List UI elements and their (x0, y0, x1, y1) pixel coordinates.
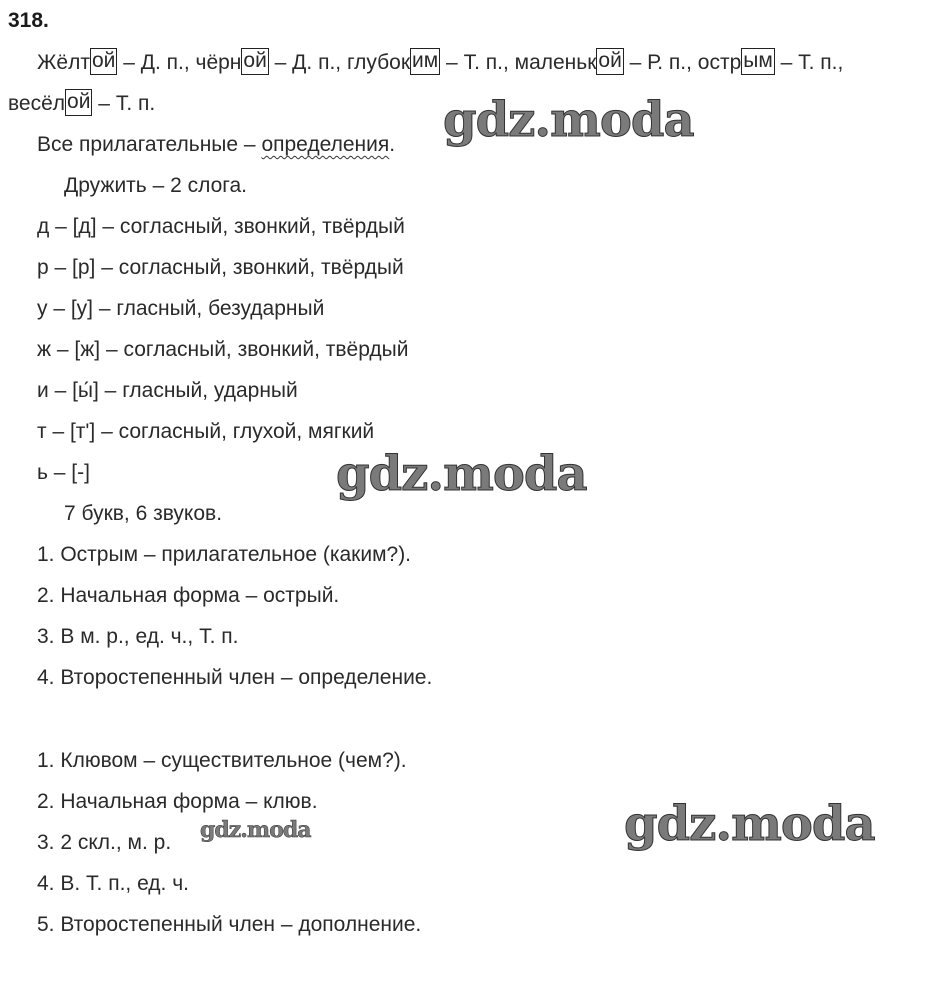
watermark-logo: gdz.moda (624, 796, 875, 852)
word-stem: Жёлт (37, 51, 90, 74)
phonetic-row: ь – [-] (37, 461, 90, 484)
phonetic-row: д – [д] – согласный, звонкий, твёрдый (37, 215, 405, 238)
watermark-logo: gdz.moda (200, 817, 311, 843)
word-stem: глубок (346, 51, 411, 74)
ending-box: ым (741, 48, 775, 75)
phonetic-row: р – [р] – согласный, звонкий, твёрдый (37, 256, 404, 279)
watermark-logo: gdz.moda (336, 446, 587, 502)
analysis-2-item: 3. 2 скл., м. р. (37, 831, 172, 854)
case-label: – Д. п., (117, 51, 196, 74)
analysis-2-item: 5. Второстепенный член – дополнение. (37, 913, 422, 936)
ending-box: им (410, 48, 440, 75)
word-stem: весёл (8, 92, 66, 115)
phonetic-total: 7 букв, 6 звуков. (64, 502, 223, 525)
analysis-2-item: 2. Начальная форма – клюв. (37, 790, 318, 813)
adjectives-line-2 (8, 91, 155, 117)
analysis-1-item: 4. Второстепенный член – определение. (37, 666, 433, 689)
task-number: 318. (8, 9, 49, 32)
case-label: – Т. п., (774, 51, 844, 74)
analysis-1-item: 2. Начальная форма – острый. (37, 584, 340, 607)
ending-box: ой (65, 89, 92, 116)
phonetic-title: Дружить – 2 слога. (64, 174, 247, 197)
ending-box: ой (596, 48, 623, 75)
case-label: – Р. п., (623, 51, 698, 74)
phonetic-row: и – [ы́] – гласный, ударный (37, 379, 298, 402)
summary-suffix: . (389, 133, 396, 156)
ending-box: ой (241, 48, 268, 75)
adjectives-line-1 (37, 50, 843, 76)
analysis-2-item: 4. В. Т. п., ед. ч. (37, 872, 189, 895)
case-label: – Т. п., (440, 51, 515, 74)
underlined-term: определения (261, 133, 390, 156)
word-stem: остр (697, 51, 742, 74)
analysis-2-item: 1. Клювом – существительное (чем?). (37, 749, 407, 772)
case-label: – Т. п. (92, 92, 156, 115)
phonetic-row: ж – [ж] – согласный, звонкий, твёрдый (37, 338, 409, 361)
analysis-1-item: 1. Острым – прилагательное (каким?). (37, 543, 412, 566)
case-label: – Д. п., (268, 51, 347, 74)
word-stem: чёрн (195, 51, 242, 74)
summary-prefix: Все прилагательные – (37, 133, 262, 156)
watermark-logo: gdz.moda (443, 92, 694, 148)
phonetic-row: т – [т'] – согласный, глухой, мягкий (37, 420, 375, 443)
phonetic-row: у – [у] – гласный, безударный (37, 297, 325, 320)
analysis-1-item: 3. В м. р., ед. ч., Т. п. (37, 625, 239, 648)
ending-box: ой (90, 48, 117, 75)
summary-line (37, 132, 395, 158)
word-stem: маленьк (514, 51, 597, 74)
